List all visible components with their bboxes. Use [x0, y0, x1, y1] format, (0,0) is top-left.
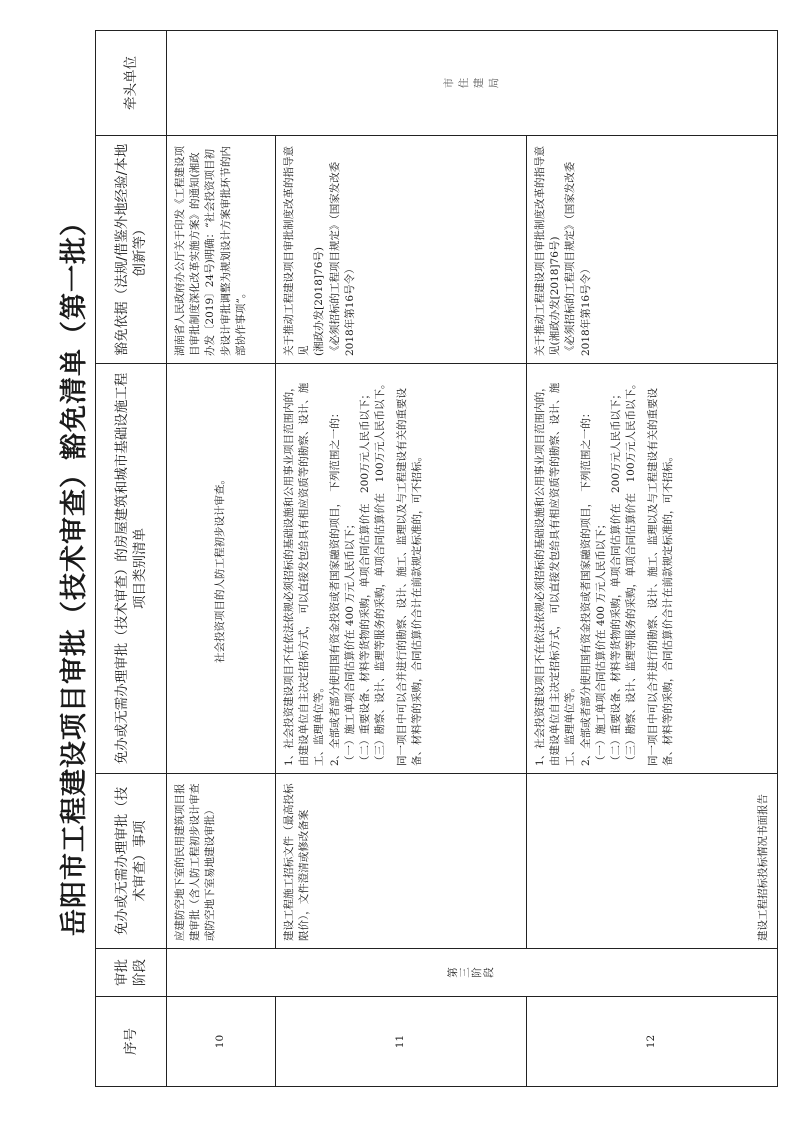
row-number: 11	[276, 997, 527, 1087]
scope-paragraph: 1、社会投资建设项目不在依法依规必须招标的基础设施和公用事业项目范围内的， 由建设单位自主决定招标方式， 可以直接发包给具有相应资质等的勘察、设计、施工、监理单位等。	[534, 381, 577, 766]
scope-paragraph: 同一项目中可以合并进行的勘察、设计、施工、监理以及与工程建设有关的重要设备、材料等的采购，合同估算价合计在前款规定标准的，可不招标。	[646, 388, 674, 766]
document-title: 岳阳市工程建设项目审批（技术审查）豁免清单（第一批）	[59, 208, 90, 936]
item-cell: 建设工程施工招标文件（最高投标限价），文件澄清或修改备案	[276, 774, 527, 949]
scope-paragraph: 1、社会投资建设项目不在依法依规必须招标的基础设施和公用事业项目范围内的， 由建设单位自主决定招标方式， 可以直接发包给具有相应资质等的勘察、设计、施工、监理单位等。	[283, 381, 326, 766]
row-number: 12	[527, 997, 778, 1087]
table-row	[167, 31, 276, 1087]
basis-cell	[527, 136, 778, 364]
scope-cell	[276, 364, 527, 774]
header-stage: 审批阶段	[96, 949, 167, 997]
scope-paragraph: 2、全部或者部分使用国有资金投资或者国家融资的项目， 下列范围之一的： （一）施工单项合同估算价在 400 万元人民币以下； （二）重要设备、材料等货物的采购，单项合同估算价在 200万元人民币以下； （三）勘察、设计、监理等服务的采购，单项合同估算价在 100万元人民币以下。	[328, 378, 387, 766]
stage-label: 第 三 阶 段	[446, 967, 495, 978]
table-header-row	[96, 31, 167, 1087]
item-cell: 应建防空地下室的民用建筑项目报建审批（含人防工程初步设计审查或防空地下室易地建设审批）	[167, 774, 276, 949]
exemption-table	[95, 30, 778, 1087]
basis-paragraph: 关于推动工程建设项目审批制度改革的指导意见 (湘政办发[2018]76号)	[283, 146, 326, 356]
scope-paragraph: 2、全部或者部分使用国有资金投资或者国家融资的项目， 下列范围之一的： （一）施工单项合同估算价在 400 万元人民币以下； （二）重要设备、材料等货物的采购，单项合同估算价在 200万元人民币以下； （三）勘察、设计、监理等服务的采购，单项合同估算价在 100万元人民币以下。	[579, 378, 638, 766]
basis-cell	[276, 136, 527, 364]
basis-paragraph: 关于推动工程建设项目审批制度改革的指导意见(湘政办发[2018]76号)	[534, 146, 562, 356]
header-no: 序号	[96, 997, 167, 1087]
basis-paragraph: 《必须招标的工程项目规定》（国家发改委2018年第16号令）	[328, 161, 356, 356]
basis-cell: 湖南省人民政府办公厅关于印发《工程建设项目审批制度深化改革实施方案》的通知(湘政办发〔2019〕24号)明确：“社会投资项目初步设计审批调整为规划设计方案审批环节的内部协作事项”。	[167, 136, 276, 364]
lead-unit-cell	[167, 31, 778, 136]
header-item: 免办或无需办理审批（技术审查）事项	[96, 774, 167, 949]
row-number: 10	[167, 997, 276, 1087]
header-lead: 牵头单位	[96, 31, 167, 136]
header-basis: 豁免依据（法规/借鉴外地经验/本地创新等）	[96, 136, 167, 364]
scope-cell: 社会投资项目的人防工程初步设计审查。	[167, 364, 276, 774]
scope-paragraph: 同一项目中可以合并进行的勘察、设计、施工、监理以及与工程建设有关的重要设备、材料等的采购，合同估算价合计在前款规定标准的，可不招标。	[395, 388, 423, 766]
header-scope: 免办或无需办理审批（技术审查）的房屋建筑和城市基础设施工程项目类别清单	[96, 364, 167, 774]
item-cell: 建设工程招标投标情况书面报告	[527, 774, 778, 949]
scope-cell	[527, 364, 778, 774]
table-row	[527, 31, 778, 1087]
stage-cell	[167, 949, 778, 997]
lead-unit-label: 市 住 建 局	[442, 77, 501, 89]
basis-paragraph: 《必须招标的工程项目规定》（国家发改委2018年第16号令）	[564, 161, 592, 356]
table-row	[276, 31, 527, 1087]
